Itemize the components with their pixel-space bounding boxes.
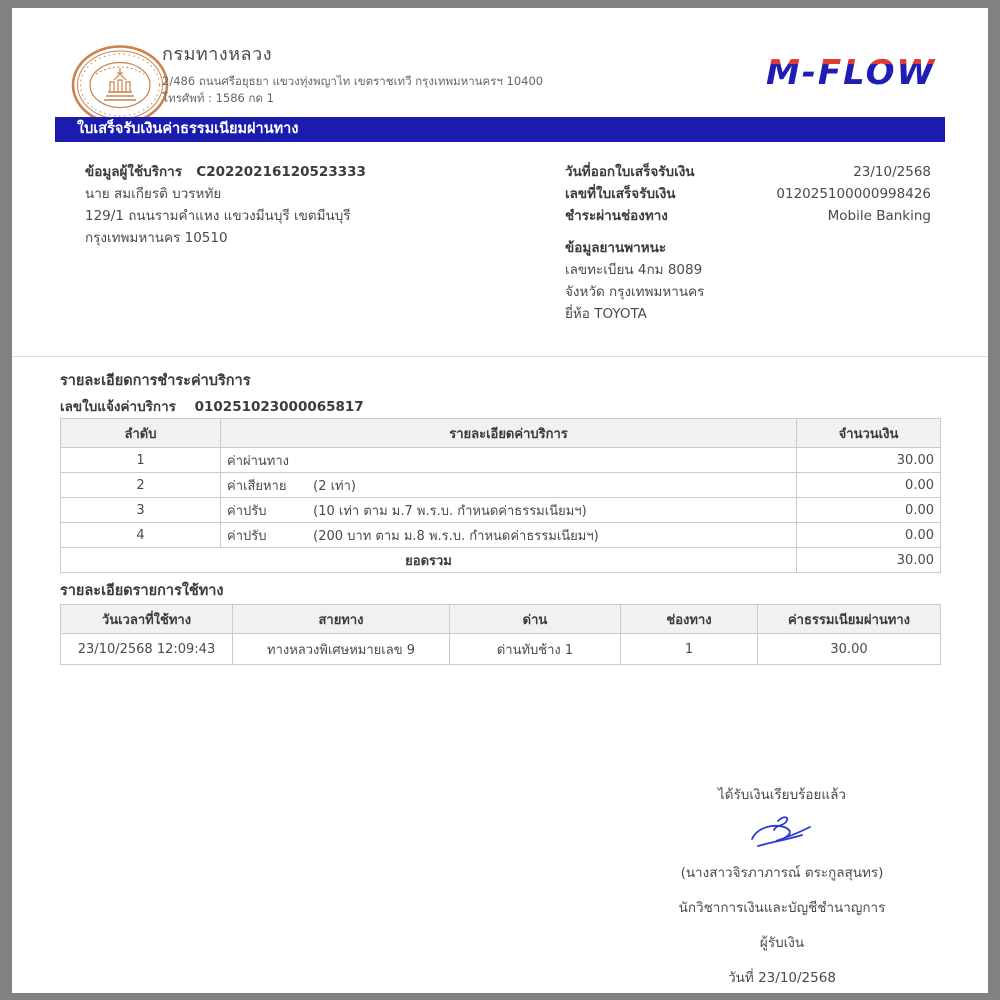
usage-section-heading: รายละเอียดรายการใช้ทาง [60,583,224,599]
invoice-number-line [60,395,364,417]
usage-fee: 30.00 [758,634,941,665]
col-header-fee: ค่าธรรมเนียมผ่านทาง [758,605,941,634]
row-detail-label: ค่าปรับ [227,503,267,519]
vehicle-plate: เลขทะเบียน 4กม 8089 [565,262,703,278]
col-header-amount: จำนวนเงิน [797,419,941,448]
col-header-detail: รายละเอียดค่าบริการ [221,419,797,448]
col-header-route: สายทาง [233,605,450,634]
signature-block [602,783,962,988]
row-detail [221,523,797,548]
row-detail [221,473,797,498]
customer-name: นาย สมเกียรติ บวรหทัย [85,186,222,202]
col-header-lane: ช่องทาง [621,605,758,634]
receipt-document [12,8,988,993]
row-no: 2 [61,473,221,498]
signer-name: (นางสาวจิรภาภารณ์ ตระกูลสุนทร) [680,865,884,881]
received-confirmation-text: ได้รับเงินเรียบร้อยแล้ว [718,787,846,803]
payment-details-table [60,418,941,573]
table-row [61,498,941,523]
col-header-no: ลำดับ [61,419,221,448]
customer-info [85,161,366,249]
vehicle-province: จังหวัด กรุงเทพมหานคร [565,284,705,300]
row-detail-label: ค่าปรับ [227,528,267,544]
usage-datetime: 23/10/2568 12:09:43 [61,634,233,665]
row-amount: 30.00 [797,448,941,473]
receipt-meta [565,161,931,227]
customer-address-line2: กรุงเทพมหานคร 10510 [85,230,228,246]
row-amount: 0.00 [797,473,941,498]
vehicle-info [565,237,704,325]
row-detail-note: (10 เท่า ตาม ม.7 พ.ร.บ. กำหนดค่าธรรมเนียมฯ) [313,503,587,519]
row-detail-note: (200 บาท ตาม ม.8 พ.ร.บ. กำหนดค่าธรรมเนียมฯ) [313,528,599,544]
receipt-number-label: เลขที่ใบเสร็จรับเงิน [565,186,676,202]
invoice-number-label: เลขใบแจ้งค่าบริการ [60,399,176,415]
total-label: ยอดรวม [61,548,797,573]
vehicle-label: ข้อมูลยานพาหนะ [565,240,667,256]
invoice-number-value: 010251023000065817 [194,399,364,415]
vehicle-brand: ยี่ห้อ TOYOTA [565,306,647,322]
row-detail-label: ค่าผ่านทาง [227,453,290,469]
section-divider [12,356,988,357]
table-row [61,523,941,548]
receipt-title-banner: ใบเสร็จรับเงินค่าธรรมเนียมผ่านทาง [55,117,945,142]
signature-date: วันที่ 23/10/2568 [728,970,836,986]
row-detail-note: (2 เท่า) [313,478,356,494]
table-header-row [61,605,941,634]
issue-date-label: วันที่ออกใบเสร็จรับเงิน [565,164,695,180]
row-no: 4 [61,523,221,548]
customer-id: C20220216120523333 [196,164,366,180]
issue-date-value: 23/10/2568 [853,164,931,180]
table-row [61,634,941,665]
row-detail [221,498,797,523]
usage-lane: 1 [621,634,758,665]
handwritten-signature-icon [740,813,824,859]
receipt-number-value: 012025100000998426 [776,186,931,202]
row-amount: 0.00 [797,498,941,523]
agency-phone: โทรศัพท์ : 1586 กด 1 [162,90,274,105]
agency-name: กรมทางหลวง [162,44,272,65]
row-no: 3 [61,498,221,523]
row-detail-label: ค่าเสียหาย [227,478,287,494]
usage-details-table [60,604,941,665]
mflow-logo: M-FLOW M-FLOW [766,56,936,90]
payment-section-heading: รายละเอียดการชำระค่าบริการ [60,373,251,389]
payment-channel-label: ชำระผ่านช่องทาง [565,208,668,224]
total-amount: 30.00 [797,548,941,573]
usage-plaza: ด่านทับช้าง 1 [450,634,621,665]
usage-route: ทางหลวงพิเศษหมายเลข 9 [233,634,450,665]
customer-address-line1: 129/1 ถนนรามคำแหง แขวงมีนบุรี เขตมีนบุรี [85,208,351,224]
signer-position: นักวิชาการเงินและบัญชีชำนาญการ [678,900,886,916]
row-no: 1 [61,448,221,473]
table-total-row [61,548,941,573]
table-row [61,448,941,473]
customer-label: ข้อมูลผู้ใช้บริการ [85,164,182,180]
col-header-datetime: วันเวลาที่ใช้ทาง [61,605,233,634]
table-row [61,473,941,498]
agency-address: 2/486 ถนนศรีอยุธยา แขวงทุ่งพญาไท เขตราชเทวี กรุงเทพมหานครฯ 10400 [162,73,544,88]
signer-role: ผู้รับเงิน [759,935,805,951]
row-detail [221,448,797,473]
row-amount: 0.00 [797,523,941,548]
payment-channel-value: Mobile Banking [827,208,931,224]
col-header-plaza: ด่าน [450,605,621,634]
department-of-highways-seal-icon [70,44,170,126]
agency-block [162,44,543,105]
table-header-row [61,419,941,448]
